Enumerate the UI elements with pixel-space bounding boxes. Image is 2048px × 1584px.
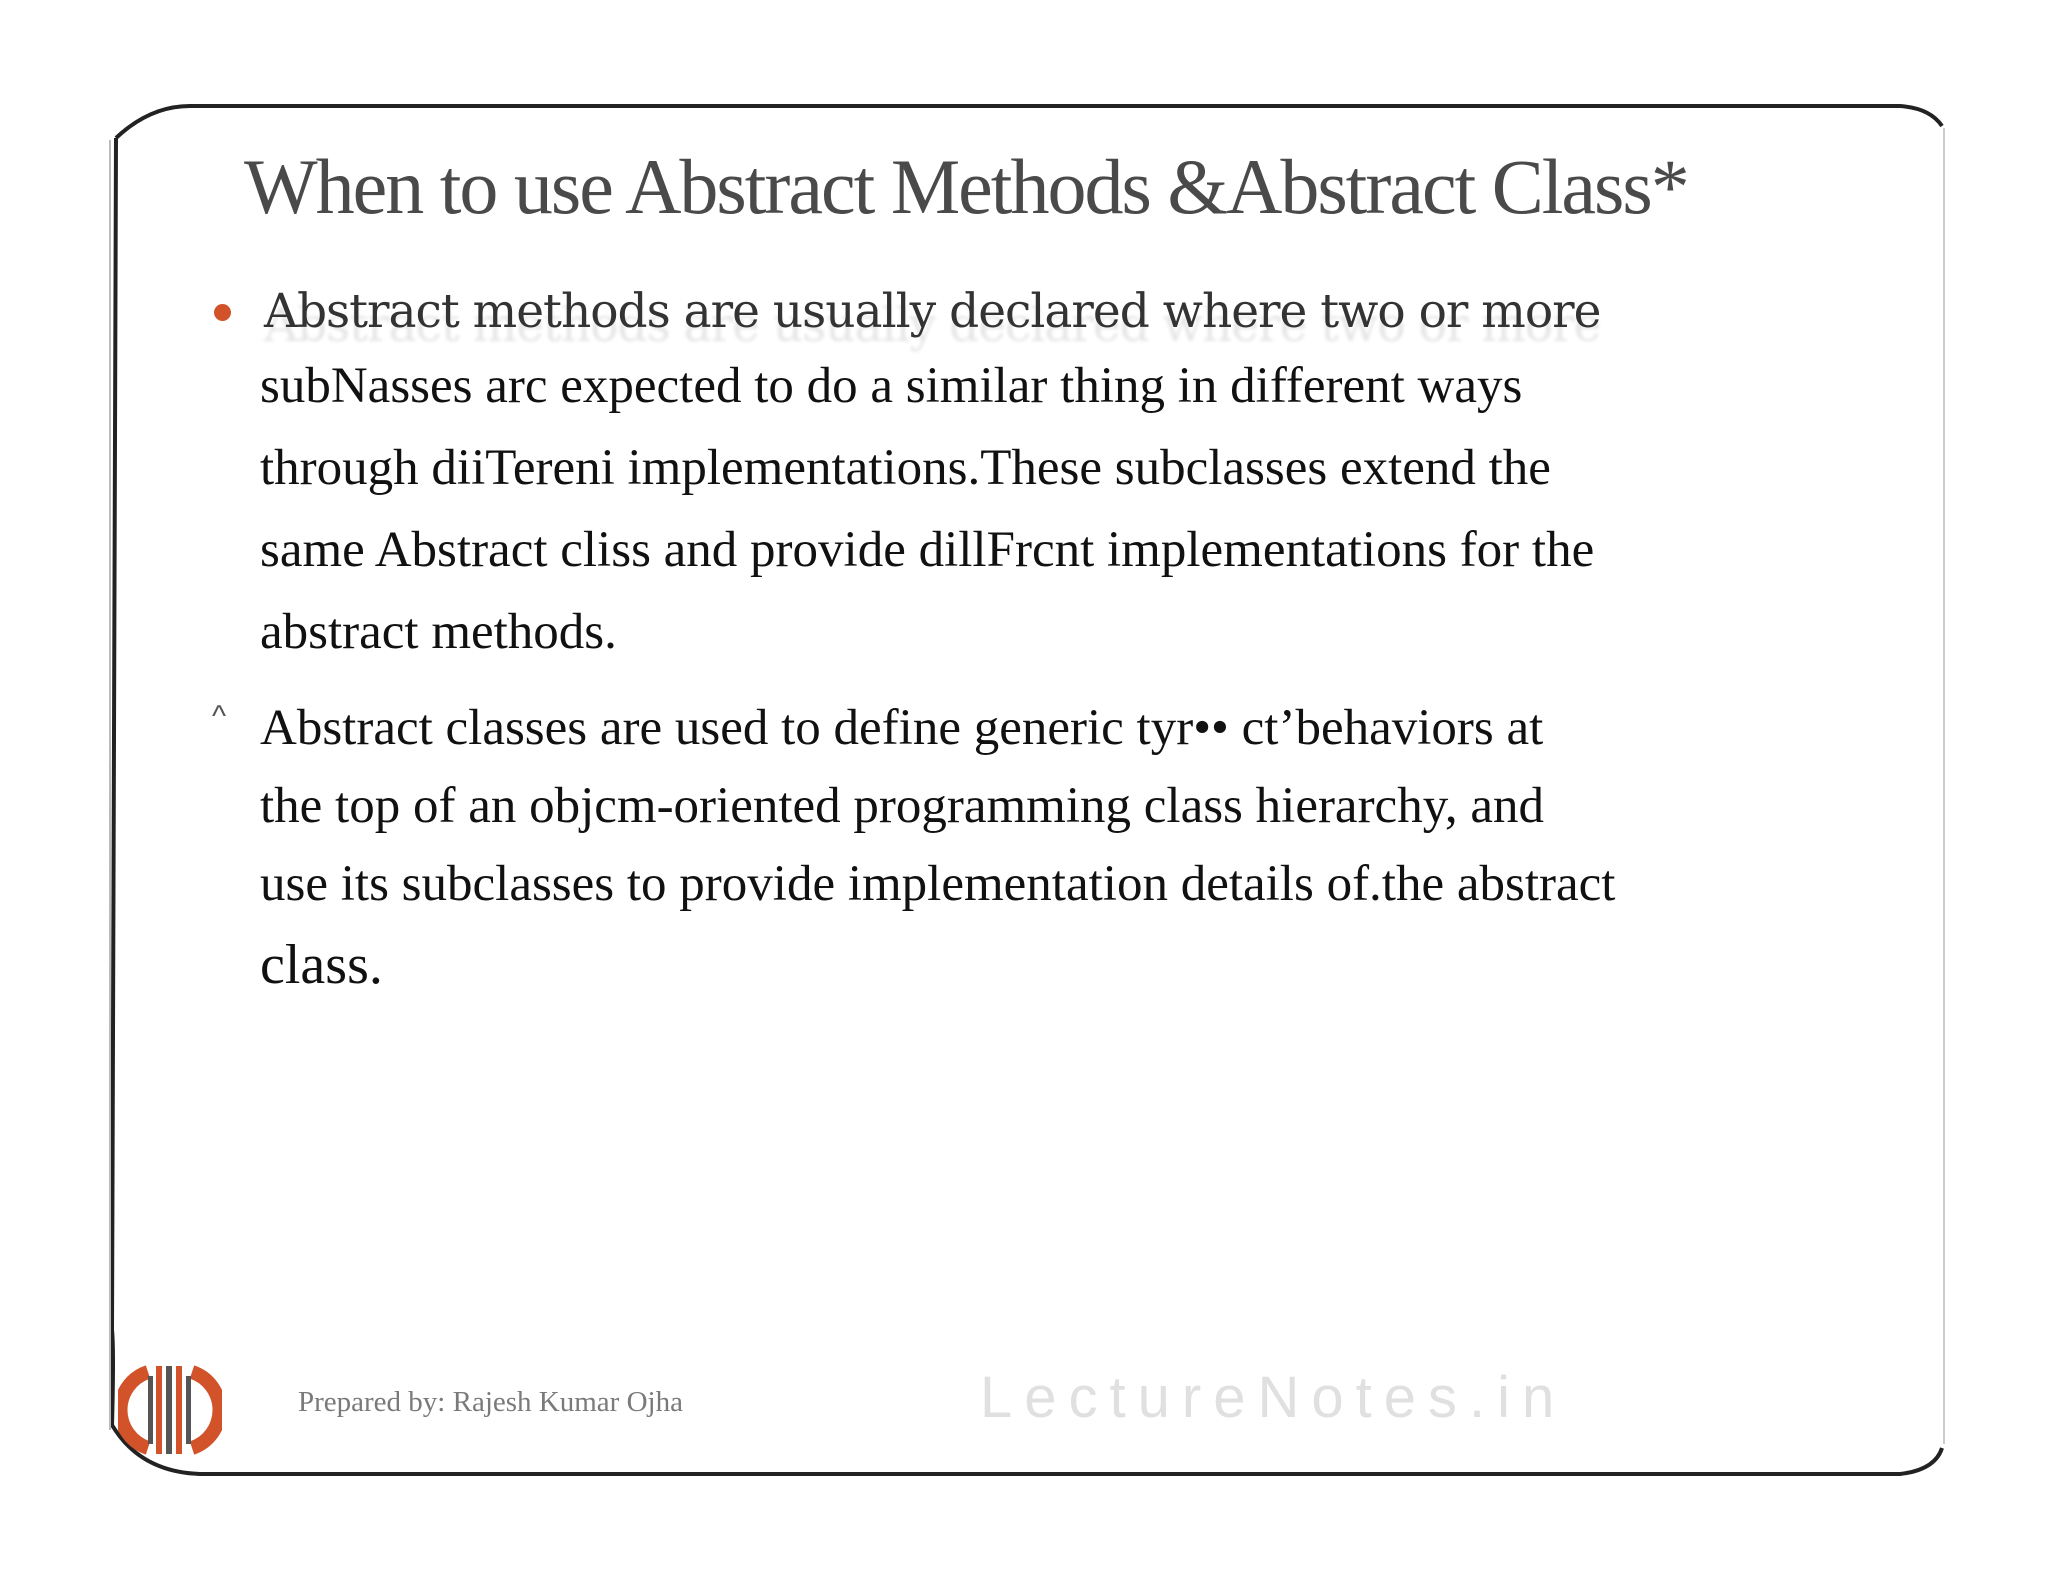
footer-author: Prepared by: Rajesh Kumar Ojha xyxy=(298,1386,683,1418)
bullet-1-lead: Abstract methods are usually declared where two or more xyxy=(264,284,1601,339)
bullet-caret-icon: ^ xyxy=(212,700,227,733)
bullet-2-line-2: the top of an objcm-oriented programming class hierarchy, and xyxy=(260,778,1545,834)
bullet-1-line-3: same Abstract cliss and provide dillFrcnt implementations for the xyxy=(260,522,1595,578)
bullet-2-line-3: use its subclasses to provide implementation details of.the abstract xyxy=(260,856,1616,912)
bullet-2-line-1: Abstract classes are used to define generic tyr•• ct’behaviors at xyxy=(260,700,1544,756)
bullet-2-line-4: class. xyxy=(260,934,383,996)
bullet-1-line-2: through diiTereni implementations.These subclasses extend the xyxy=(260,440,1551,496)
bullet-dot-icon xyxy=(214,304,231,321)
bullet-1-line-1: subNasses arc expected to do a similar thing in different ways xyxy=(260,358,1523,414)
bullet-1-line-4: abstract methods. xyxy=(260,604,617,660)
footer-watermark: LectureNotes.in xyxy=(980,1365,1567,1430)
slide-title: When to use Abstract Methods &Abstract Class* xyxy=(244,143,1688,230)
institute-logo-icon xyxy=(118,1362,222,1458)
